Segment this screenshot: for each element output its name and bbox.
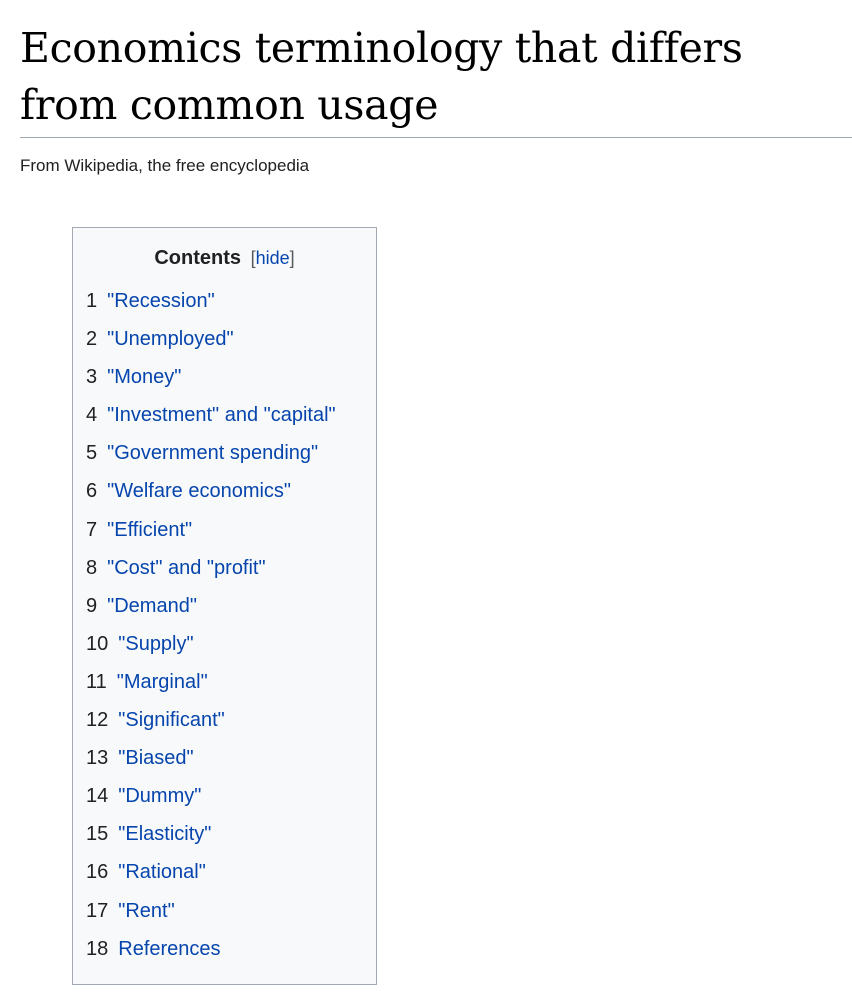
toc-item-number: 7 (86, 518, 98, 541)
toc-item-number: 2 (86, 328, 98, 351)
toc-heading: Contents (154, 247, 242, 269)
toc-item (86, 669, 336, 707)
toc-item-number: 4 (86, 404, 98, 427)
toc-toggle-open-bracket: [ (250, 248, 256, 268)
toc-item-number: 10 (86, 632, 109, 655)
toc-toggle-close-bracket: ] (289, 248, 295, 268)
page-tagline: From Wikipedia, the free encyclopedia (20, 156, 310, 175)
toc-item-link-demand[interactable]: "Demand" (107, 594, 197, 617)
toc-item (86, 478, 336, 516)
toc-item (86, 364, 336, 402)
toc-item-link-references[interactable]: References (118, 937, 221, 960)
toc-item-number: 5 (86, 442, 98, 465)
toc-item-link-marginal[interactable]: "Marginal" (116, 670, 208, 693)
toc-item-number: 13 (86, 747, 109, 770)
toc-item (86, 555, 336, 593)
toc-item (86, 898, 336, 936)
toc-item-link-significant[interactable]: "Significant" (118, 709, 225, 732)
toc-item-number: 18 (86, 937, 109, 960)
toc-item-number: 14 (86, 785, 109, 808)
toc-item-number: 16 (86, 861, 109, 884)
toc-item-link-rent[interactable]: "Rent" (118, 899, 175, 922)
toc-list (86, 288, 336, 974)
toc-item-link-biased[interactable]: "Biased" (118, 747, 194, 770)
toc-item (86, 783, 336, 821)
toc-item-number: 1 (86, 290, 98, 312)
page-title: Economics terminology that differs from common usage (20, 24, 743, 129)
toc-item-number: 6 (86, 480, 98, 503)
toc-item-link-money[interactable]: "Money" (107, 366, 182, 389)
toc-item (86, 326, 336, 364)
toc-item (86, 402, 336, 440)
toc-item-number: 12 (86, 709, 109, 732)
toc-item-number: 17 (86, 899, 109, 922)
toc-item-link-efficient[interactable]: "Efficient" (107, 518, 193, 541)
toc-item-number: 9 (86, 594, 98, 617)
table-of-contents (72, 227, 377, 985)
toc-toggle (251, 248, 295, 268)
toc-item (86, 288, 336, 326)
toc-item-number: 8 (86, 556, 98, 579)
toc-item-link-supply[interactable]: "Supply" (118, 632, 194, 655)
toc-item-number: 15 (86, 823, 109, 846)
toc-item-number: 3 (86, 366, 98, 389)
toc-item (86, 936, 336, 974)
toc-hide-link[interactable]: hide (255, 248, 290, 268)
toc-item (86, 440, 336, 478)
toc-item (86, 593, 336, 631)
toc-item-link-government-spending[interactable]: "Government spending" (107, 442, 319, 465)
toc-item (86, 859, 336, 897)
toc-item-link-cost-profit[interactable]: "Cost" and "profit" (107, 556, 266, 579)
toc-item-link-unemployed[interactable]: "Unemployed" (107, 328, 234, 351)
toc-item-link-investment-capital[interactable]: "Investment" and "capital" (107, 404, 336, 427)
toc-item (86, 745, 336, 783)
toc-item-link-elasticity[interactable]: "Elasticity" (118, 823, 212, 846)
toc-item-number: 11 (86, 670, 107, 693)
toc-item-link-rational[interactable]: "Rational" (118, 861, 206, 884)
toc-item (86, 517, 336, 555)
title-divider (20, 137, 852, 138)
toc-item (86, 707, 336, 745)
toc-title (73, 245, 376, 271)
toc-item-link-welfare-economics[interactable]: "Welfare economics" (107, 480, 292, 503)
toc-item (86, 821, 336, 859)
toc-item-link-dummy[interactable]: "Dummy" (118, 785, 202, 808)
toc-item-link-recession[interactable]: "Recession" (107, 290, 215, 312)
toc-item (86, 631, 336, 669)
